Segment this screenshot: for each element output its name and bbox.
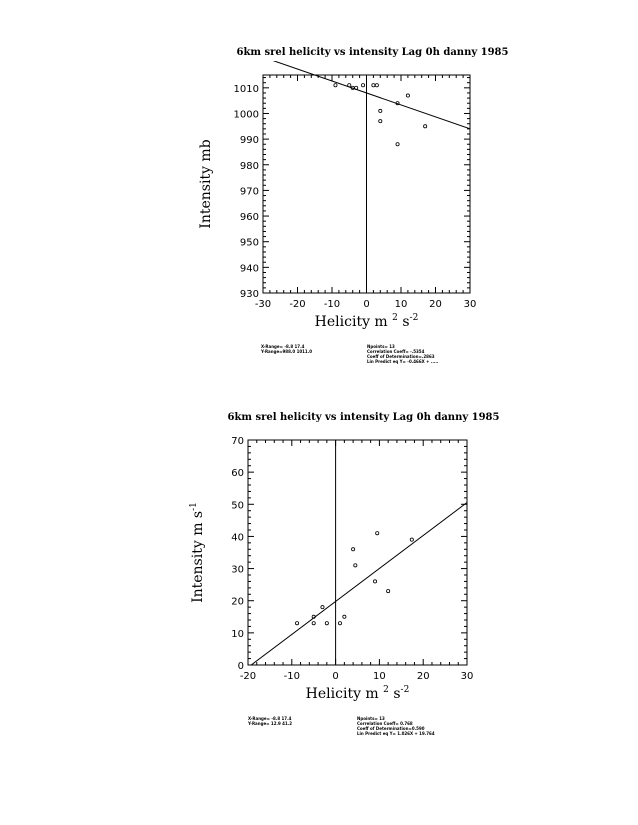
y-axis-label: [189, 502, 206, 603]
x-tick-label: -10: [283, 671, 300, 682]
y-tick-label: 10: [231, 628, 244, 640]
data-point: [424, 125, 427, 128]
y-tick-label: 0: [237, 661, 244, 672]
y-tick-label: 940: [239, 263, 259, 275]
x-label-mid: s: [388, 686, 401, 702]
y-axis-label: [198, 139, 214, 228]
y-tick-label: 30: [231, 564, 244, 576]
data-point: [338, 622, 341, 625]
y-tick-label: 990: [239, 135, 259, 147]
stats-left-line: X-Range= -8.8 17.4: [248, 716, 292, 721]
y-tick-label: 1000: [233, 109, 259, 121]
x-tick-label: 10: [373, 671, 386, 682]
x-tick-label: 30: [463, 299, 477, 310]
y-tick-label: 970: [239, 186, 259, 198]
data-point: [387, 589, 390, 592]
data-point: [295, 622, 298, 625]
y-tick-label: 50: [231, 500, 244, 512]
stats-right-line: Lin Predict eq Y= -0.466X + .....: [367, 359, 439, 364]
x-label-sup: 2: [392, 313, 398, 323]
y-tick-label: 930: [239, 289, 259, 300]
data-point: [396, 143, 399, 146]
y-tick-label: 1010: [233, 83, 259, 95]
chart-title: 6km srel helicity vs intensity Lag 0h danny 1985: [227, 412, 500, 423]
x-tick-label: 20: [429, 299, 442, 310]
x-label-sup: -2: [409, 313, 419, 323]
x-label-sup: -2: [400, 685, 410, 695]
data-point: [334, 84, 337, 87]
stats-right-line: Npoints= 13: [367, 344, 395, 349]
data-point: [372, 84, 375, 87]
data-point: [373, 580, 376, 583]
fit-line: [248, 503, 467, 668]
x-tick-label: 20: [416, 671, 430, 682]
x-tick-label: -10: [323, 299, 341, 310]
y-tick-label: 60: [231, 468, 244, 480]
x-tick-label: 0: [363, 299, 370, 310]
data-point: [379, 120, 382, 123]
x-tick-label: -30: [254, 299, 272, 310]
x-tick-label: 0: [332, 671, 339, 682]
x-tick-label: 30: [460, 671, 474, 682]
data-point: [354, 564, 357, 567]
stats-right-line: Coeff of Determination=.2863: [367, 354, 435, 359]
y-tick-label: 980: [239, 160, 259, 172]
x-axis-label: [306, 685, 410, 702]
data-point: [312, 622, 315, 625]
stats-left-line: Y-Range=988.0 1011.0: [261, 349, 313, 354]
data-point: [325, 622, 328, 625]
data-point: [410, 538, 413, 541]
x-label-sup: 2: [383, 685, 389, 695]
stats-right-line: Correlation Coeff= 0.768: [357, 721, 413, 726]
x-label-main: Helicity m: [305, 686, 384, 702]
data-point: [406, 94, 409, 97]
y-label-sup: -1: [189, 502, 199, 511]
data-point: [376, 532, 379, 535]
plot-frame: [248, 440, 467, 665]
stats-right-line: Lin Predict eq Y= 1.026X + 19.764: [357, 731, 435, 736]
x-label-main: Helicity m: [314, 314, 393, 330]
y-tick-label: 20: [231, 596, 244, 608]
chart-title: 6km srel helicity vs intensity Lag 0h danny 1985: [236, 47, 509, 58]
y-tick-label: 40: [231, 532, 244, 544]
y-label-main: Intensity m s: [190, 510, 206, 603]
data-point: [375, 84, 378, 87]
y-label-main: Intensity mb: [198, 139, 214, 229]
x-axis-label: [315, 313, 419, 330]
stats-right-line: Coeff of Determination=0.590: [357, 726, 425, 731]
x-tick-label: -20: [289, 299, 306, 310]
data-point: [348, 84, 351, 87]
stats-right-line: Npoints= 13: [357, 716, 385, 721]
stats-left-line: Y-Range= 12.9 41.2: [248, 721, 293, 726]
data-point: [343, 615, 346, 618]
y-tick-label: 70: [231, 436, 244, 447]
stats-right-line: Correlation Coeff= -.5354: [367, 349, 425, 354]
chart-wind: [189, 412, 500, 736]
chart-pressure: [198, 47, 509, 364]
data-point: [321, 606, 324, 609]
x-tick-label: -20: [239, 671, 257, 682]
data-point: [352, 548, 355, 551]
x-tick-label: 10: [394, 299, 408, 310]
data-point: [379, 109, 382, 112]
data-point: [361, 84, 364, 87]
y-tick-label: 960: [239, 212, 259, 224]
stats-left-line: X-Range= -8.8 17.4: [261, 344, 305, 349]
y-tick-label: 950: [239, 237, 259, 249]
x-label-mid: s: [397, 314, 410, 330]
